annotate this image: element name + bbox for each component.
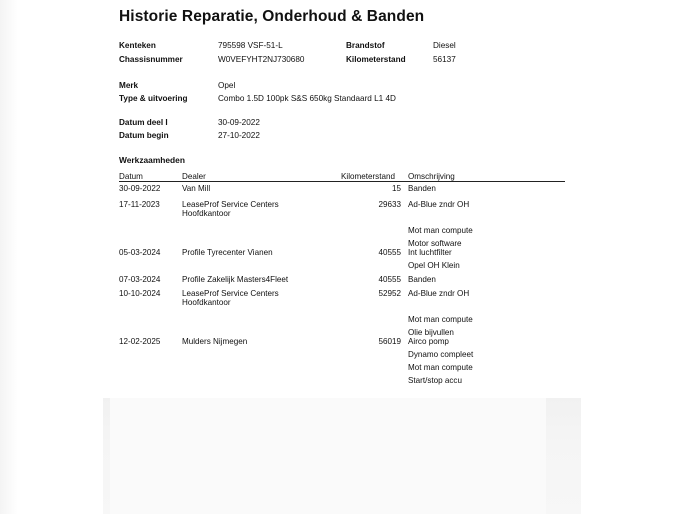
row-kilometerstand: 52952 [378, 289, 401, 298]
row-datum: 07-03-2024 [119, 275, 161, 284]
row-kilometerstand: 29633 [378, 200, 401, 209]
blurred-lower-inner [110, 398, 546, 514]
row-datum: 12-02-2025 [119, 337, 161, 346]
row-omschrijving-item: Motor software [408, 239, 462, 248]
row-omschrijving-item: Ad-Blue zndr OH [408, 289, 470, 298]
datum-deel1-value: 30-09-2022 [218, 118, 260, 127]
kenteken-label: Kenteken [119, 41, 156, 50]
row-omschrijving-item: Olie bijvullen [408, 328, 454, 337]
row-dealer-line2: Hoofdkantoor [182, 209, 231, 218]
row-kilometerstand: 40555 [378, 248, 401, 257]
km-value: 56137 [433, 55, 456, 64]
row-omschrijving-item: Ad-Blue zndr OH [408, 200, 470, 209]
row-omschrijving-item: Mot man compute [408, 363, 473, 372]
column-header-dealer: Dealer [182, 172, 206, 181]
row-dealer: Mulders Nijmegen [182, 337, 248, 346]
row-kilometerstand: 40555 [378, 275, 401, 284]
row-omschrijving-item: Mot man compute [408, 315, 473, 324]
page-title: Historie Reparatie, Onderhoud & Banden [119, 8, 425, 25]
chassis-label: Chassisnummer [119, 55, 183, 64]
datum-begin-value: 27-10-2022 [218, 131, 260, 140]
row-dealer: Van Mill [182, 184, 211, 193]
brandstof-value: Diesel [433, 41, 456, 50]
header-divider [119, 181, 565, 182]
column-header-omschrijving: Omschrijving [408, 172, 455, 181]
row-dealer-line2: Hoofdkantoor [182, 298, 231, 307]
brandstof-label: Brandstof [346, 41, 385, 50]
chassis-value: W0VEFYHT2NJ730680 [218, 55, 305, 64]
row-datum: 17-11-2023 [119, 200, 160, 209]
column-header-kilometerstand: Kilometerstand [341, 172, 395, 181]
row-dealer: LeaseProf Service Centers [182, 200, 279, 209]
row-kilometerstand: 15 [391, 184, 401, 193]
row-omschrijving-item: Start/stop accu [408, 376, 462, 385]
section-title-werkzaamheden: Werkzaamheden [119, 155, 185, 165]
row-omschrijving-item: Mot man compute [408, 226, 473, 235]
datum-deel1-label: Datum deel I [119, 118, 168, 127]
row-omschrijving-item: Banden [408, 275, 436, 284]
merk-label: Merk [119, 81, 139, 90]
km-label: Kilometerstand [346, 55, 406, 64]
row-dealer: Profile Tyrecenter Vianen [182, 248, 273, 257]
row-kilometerstand: 56019 [378, 337, 401, 346]
row-omschrijving-item: Opel OH Klein [408, 261, 460, 270]
row-dealer: Profile Zakelijk Masters4Fleet [182, 275, 289, 284]
column-header-datum: Datum [119, 172, 143, 181]
row-omschrijving-item: Int luchtfilter [408, 248, 452, 257]
type-label: Type & uitvoering [119, 94, 188, 103]
page-edge-shadow [0, 0, 18, 514]
merk-value: Opel [218, 81, 236, 90]
datum-begin-label: Datum begin [119, 131, 169, 140]
kenteken-value: 795598 VSF-51-L [218, 41, 283, 50]
row-datum: 30-09-2022 [119, 184, 161, 193]
row-omschrijving-item: Dynamo compleet [408, 350, 474, 359]
row-datum: 10-10-2024 [119, 289, 161, 298]
row-datum: 05-03-2024 [119, 248, 161, 257]
row-omschrijving-item: Airco pomp [408, 337, 449, 346]
row-omschrijving-item: Banden [408, 184, 436, 193]
row-dealer: LeaseProf Service Centers [182, 289, 279, 298]
type-value: Combo 1.5D 100pk S&S 650kg Standaard L1 4D [218, 94, 396, 103]
